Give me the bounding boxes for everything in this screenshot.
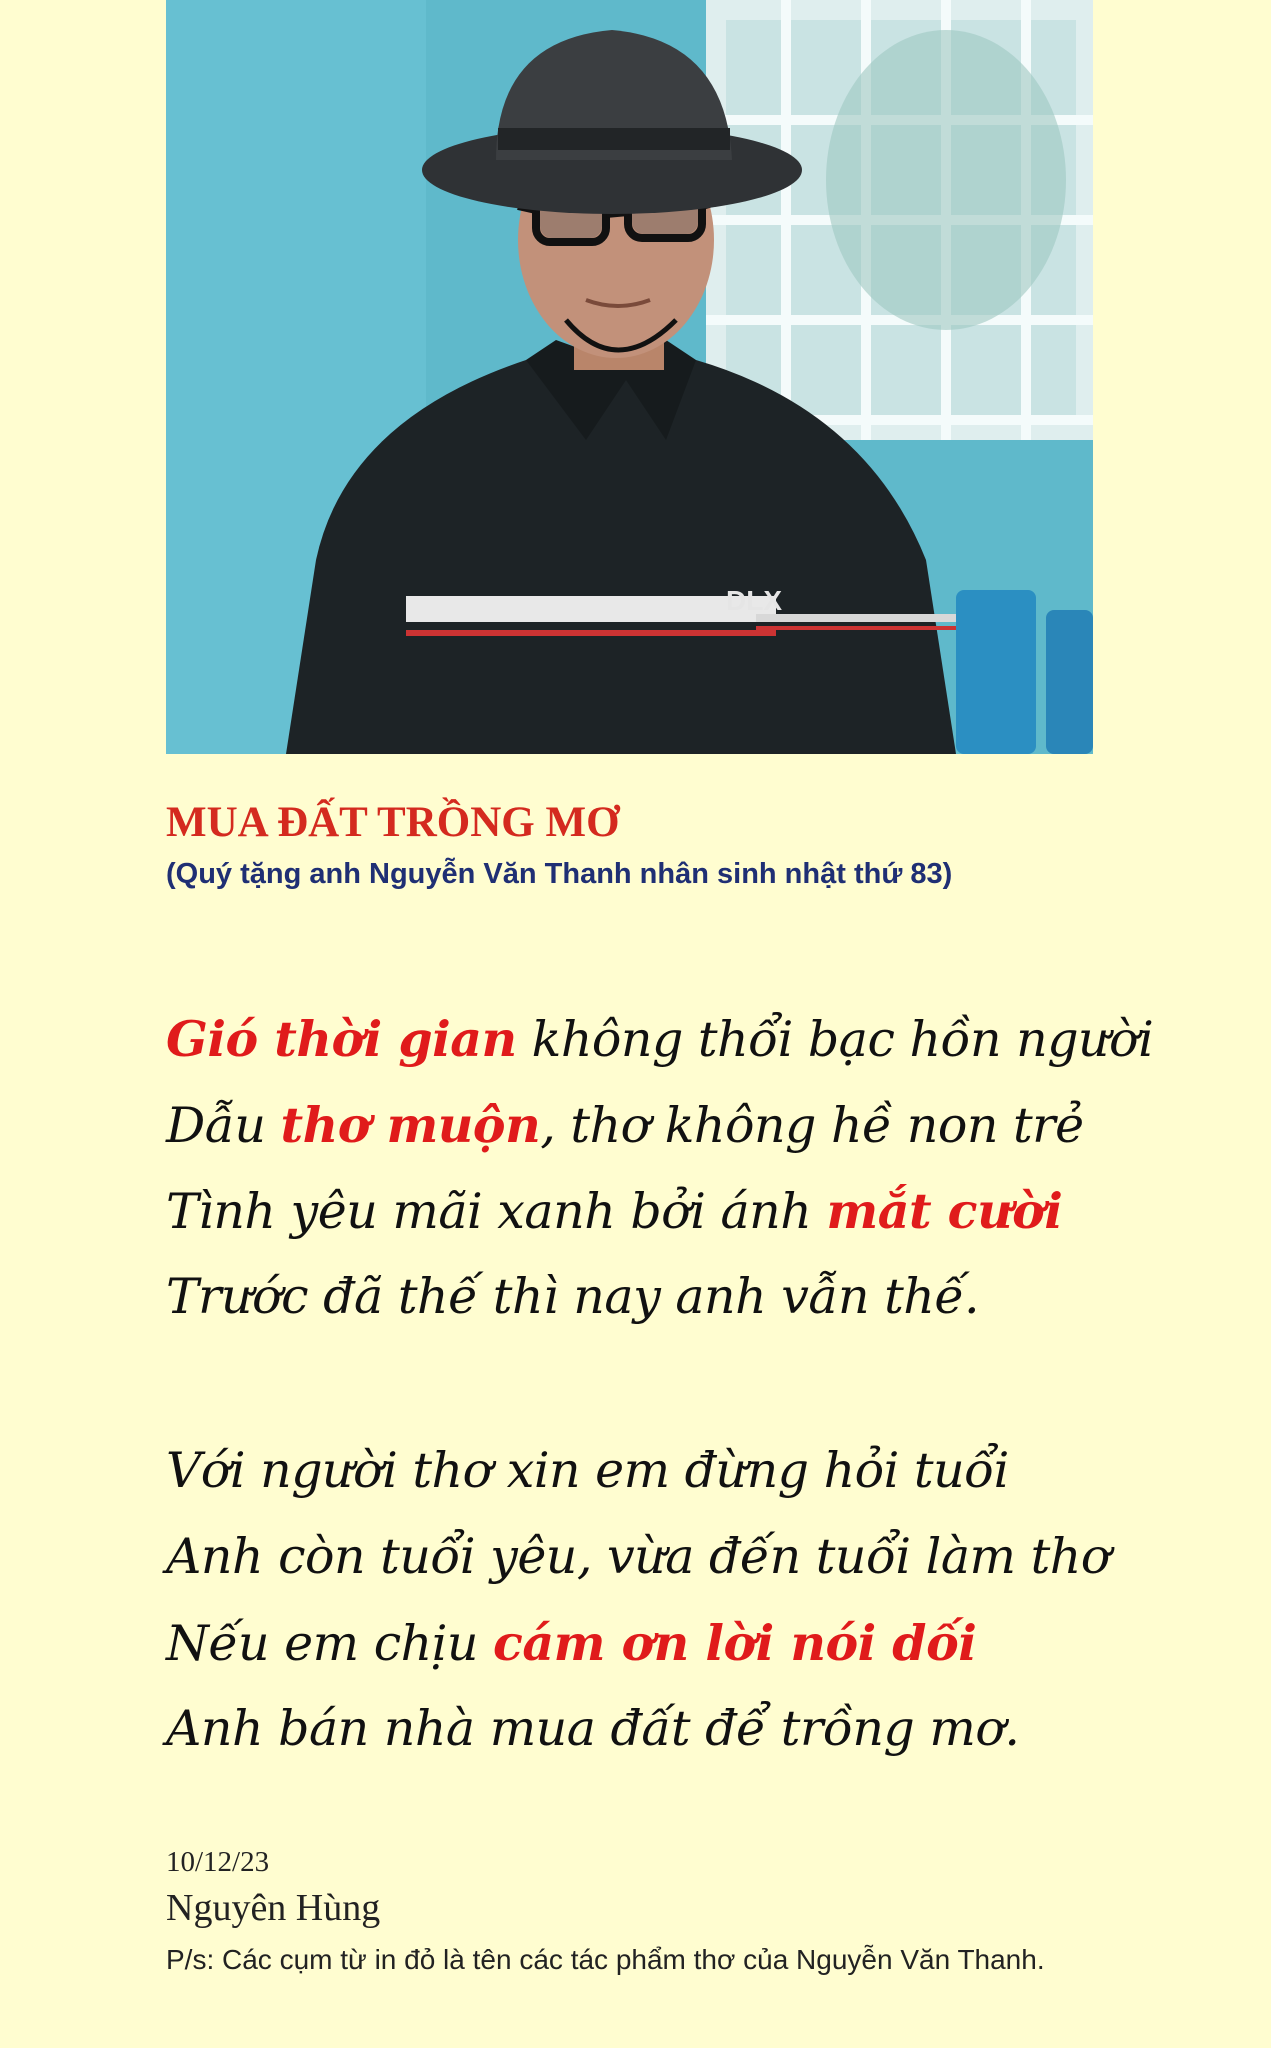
poem-line xyxy=(166,1514,1110,1600)
poem-date: 10/12/23 xyxy=(166,1846,270,1878)
line-text: Trước đã thế thì nay anh vẫn thế. xyxy=(166,1268,980,1325)
line-text: Anh bán nhà mua đất để trồng mơ. xyxy=(166,1700,1020,1757)
highlighted-phrase: cám ơn lời nói dối xyxy=(493,1614,977,1672)
poem-line xyxy=(166,1600,1110,1686)
poem-dedication: (Quý tặng anh Nguyễn Văn Thanh nhân sinh nhật thứ 83) xyxy=(166,858,953,890)
poem-author: Nguyên Hùng xyxy=(166,1887,381,1929)
stanza-2 xyxy=(166,1428,1110,1772)
highlighted-phrase: Gió thời gian xyxy=(166,1010,517,1068)
stanza-1 xyxy=(166,996,1153,1340)
poem-line xyxy=(166,1428,1110,1514)
postscript-note: P/s: Các cụm từ in đỏ là tên các tác phẩm thơ của Nguyễn Văn Thanh. xyxy=(166,1944,1045,1975)
shirt-logo: DLX xyxy=(726,585,782,616)
poem-line xyxy=(166,1686,1110,1772)
portrait-photo xyxy=(166,0,1093,754)
line-text: , thơ không hề non trẻ xyxy=(540,1097,1084,1154)
line-text: Anh còn tuổi yêu, vừa đến tuổi làm thơ xyxy=(166,1528,1110,1585)
line-text: Dẫu xyxy=(166,1097,281,1154)
highlighted-phrase: thơ muộn xyxy=(280,1096,541,1154)
line-text: Tình yêu mãi xanh bởi ánh xyxy=(166,1183,827,1240)
line-text: Nếu em chịu xyxy=(166,1615,493,1672)
poem-title: MUA ĐẤT TRỒNG MƠ xyxy=(166,799,620,846)
poem-line xyxy=(166,1168,1153,1254)
line-text: không thổi bạc hồn người xyxy=(516,1011,1154,1068)
highlighted-phrase: mắt cười xyxy=(826,1182,1063,1240)
portrait-illustration xyxy=(166,0,1093,754)
line-text: Với người thơ xin em đừng hỏi tuổi xyxy=(166,1442,1009,1499)
poem-line xyxy=(166,996,1153,1082)
poem-line xyxy=(166,1082,1153,1168)
poem-line xyxy=(166,1254,1153,1340)
